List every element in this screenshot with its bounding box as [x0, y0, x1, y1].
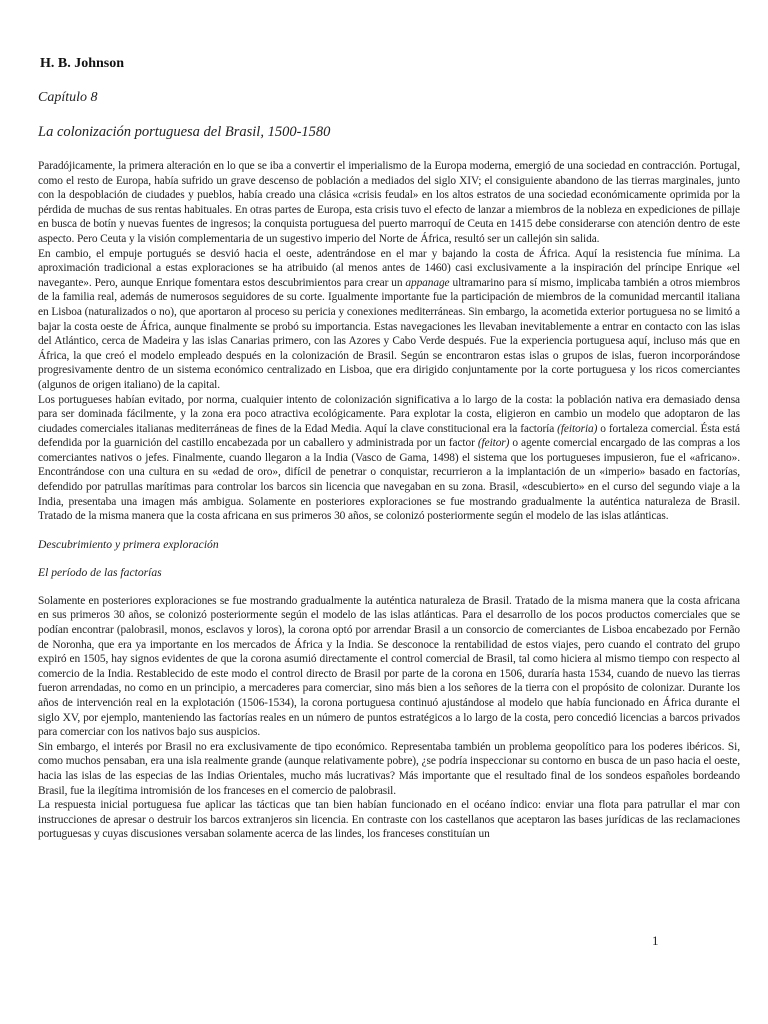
paragraph-text: Sin embargo, el interés por Brasil no era exclusivamente de tipo económico. Representaba también un problema geopolítico para los poderes ibéricos. Si, como muchos pensaban, era una isla realmente grande (aunque relativamente pobre), ¿se podría inspeccionar su contorno en busca de un paso hacia el oeste, hacia las islas de las especias de las Indias Orientales, mucho más lucrativas? Más importante que el resultado final de los sondeos españoles bordeando Brasil, fue la ilegítima intromisión de los franceses en el comercio de palobrasil. — [38, 740, 740, 797]
paragraph-text: En cambio, el empuje portugués se desvió hacia el oeste, adentrándose en el mar y bajando la costa de África. Aquí la resistencia fue mínima. La aproximación tradicional a estas exploraciones se ha atribuido (al menos antes de 1460) casi exclusivamente a la inspiración del príncipe Enrique «el navegante». Pero, aunque Enrique fomentara estos descubrimientos para crear un — [38, 247, 740, 289]
page-number: 1 — [652, 933, 659, 948]
paragraph — [38, 159, 740, 247]
paragraph — [38, 740, 740, 798]
section-heading-discovery: Descubrimiento y primera exploración — [38, 537, 219, 551]
paragraph-text: Solamente en posteriores exploraciones se fue mostrando gradualmente la auténtica naturaleza de Brasil. Tratado de la misma manera que la costa africana en sus primeros 30 años, se colonizó posteriormente según el modelo de las islas atlánticas. Para el desarrollo de los pocos productos comerciales que se podían encontrar (palobrasil, monos, esclavos y loros), la corona optó por arrendar Brasil a un consorcio de comerciantes de Lisboa encabezado por Fernão de Noronha, que era ya importante en los mercados de África y la India. Se desconoce la rentabilidad de estos viajes, pero cuando el contrato del grupo expiró en 1505, hay signos evidentes de que la corona asumió directamente el control comercial de Brasil, tal como hiciera al mismo tiempo con respecto al comercio de la India. Restablecido de este modo el control directo de Brasil por parte de la corona en 1506, duraría hasta 1534, cuando de nuevo las tierras fueron arrendadas, no como en un principio, a mercaderes para comerciar, sino más bien a los señores de la tierra con el propósito de colonizar. Durante los años de intervención real en la explotación (1506-1534), la corona portuguesa continuó ajustándose al modelo que había funcionado en África durante el siglo XV, por ejemplo, manteniendo las factorías reales en un número de puntos estratégicos a lo largo de la costa, pero concedió licencias a barcos privados para comerciar con los nativos bajo sus auspicios. — [38, 594, 740, 739]
paragraph-text: La respuesta inicial portuguesa fue aplicar las tácticas que tan bien habían funcionado en el océano índico: enviar una flota para patrullar el mar con instrucciones de apresar o destruir los barcos extranjeros sin licencia. En contraste con los castellanos que aceptaron las bases jurídicas de las reclamaciones portuguesas y cuyas discusiones versaban solamente acerca de las lindes, los franceses constituían un — [38, 799, 740, 841]
paragraph-text: Los portugueses habían evitado, por norma, cualquier intento de colonización significativa a lo largo de la costa: la población nativa era demasiado densa para ser dominada fácilmente, y la zona era poco atractiva ecológicamente. Para explotar la costa, eligieron en cambio un modelo que adoptaron de las ciudades comerciales italianas mediterráneas de fines de la Edad Media. Aquí la clave constitucional era la factoría — [38, 393, 740, 435]
paragraph-text: o agente comercial encargado de las compras a los comerciantes nativos o jefes. Finalmente, cuando llegaron a la India (Vasco de Gama, 1498) el sistema que los portugueses impusieron, fue el «africano». Encontrándose con una cultura en su «edad de oro», difícil de penetrar o conquistar, recurrieron a la implantación de un «imperio» basado en factorías, defendido por patrullas marítimas para controlar los barcos sin licencia que navegaban en su zona. Brasil, «descubierto» en el curso del segundo viaje a la India, presentaba una imagen más ambigua. Solamente en posteriores exploraciones se fue mostrando gradualmente la auténtica naturaleza de Brasil. Tratado de la misma manera que la costa africana en sus primeros 30 años, se colonizó posteriormente según el modelo de las islas atlánticas. — [38, 437, 740, 523]
italic-term: (feitoria) — [557, 422, 598, 435]
document-page — [38, 56, 740, 842]
paragraph-text: Paradójicamente, la primera alteración en lo que se iba a convertir el imperialismo de la Europa moderna, emergió de una sociedad en contracción. Portugal, como el resto de Europa, había sufrido un grave descenso de población a mediados del siglo XIV; el consiguiente abandono de las tierras marginales, junto con la despoblación de ciudades y pueblos, había creado una clásica «crisis feudal» en los altos estratos de una sociedad económicamente oprimida por la pérdida de muchas de sus rentas habituales. En otras partes de Europa, esta crisis tuvo el efecto de lanzar a miembros de la nobleza en expediciones de pillaje en busca de botín y nuevas fuentes de ingresos; la conquista portuguesa del puerto marroquí de Ceuta en 1415 debe considerarse con atención dentro de este aspecto. Pero Ceuta y la visión complementaria de un sugestivo imperio del Norte de África, resultó ser un callejón sin salida. — [38, 160, 740, 245]
paragraph-text: o fortaleza comercial. Ésta está defendida por la guarnición del castillo encabezada por un caballero y administrada por un factor — [38, 422, 740, 450]
author-name: H. B. Johnson — [40, 56, 125, 71]
paragraph — [38, 594, 740, 740]
italic-term: appanage — [405, 276, 450, 289]
chapter-title: La colonización portuguesa del Brasil, 1500-1580 — [38, 124, 331, 140]
paragraph — [38, 393, 740, 524]
paragraph-text: ultramarino para sí mismo, implicaba también a otros miembros de la familia real, además de numerosos seguidores de su corte. Igualmente importante fue la participación de miembros de la comunidad mercantil italiana en Lisboa (naturalizados o no), que aportaron al proceso su pericia y conexiones mediterráneas. Sin embargo, la acometida exterior portuguesa no se limitó a bajar la costa oeste de África, aunque finalmente se probó su importancia. Estas navegaciones les llevaban inevitablemente a entrar en contacto con las islas del Atlántico, cerca de Madeira y las islas Canarias primero, con las Azores y Cabo Verde después. Fue la experiencia portuguesa aquí, incluso más que en África, la que creó el modelo empleado después en la colonización de Brasil. Según se encontraron estas islas o grupos de islas, fueron incorporándose progresivamente dentro de un sistema económico centralizado en Lisboa, que era dirigido conjuntamente por la corte portuguesa y los ricos comerciantes (algunos de origen italiano) de la capital. — [38, 276, 740, 391]
paragraph — [38, 247, 740, 393]
chapter-label: Capítulo 8 — [38, 90, 98, 105]
italic-term: (feitor) — [477, 437, 510, 450]
paragraph — [38, 798, 740, 842]
section-heading-factorias: El período de las factorías — [38, 565, 162, 579]
